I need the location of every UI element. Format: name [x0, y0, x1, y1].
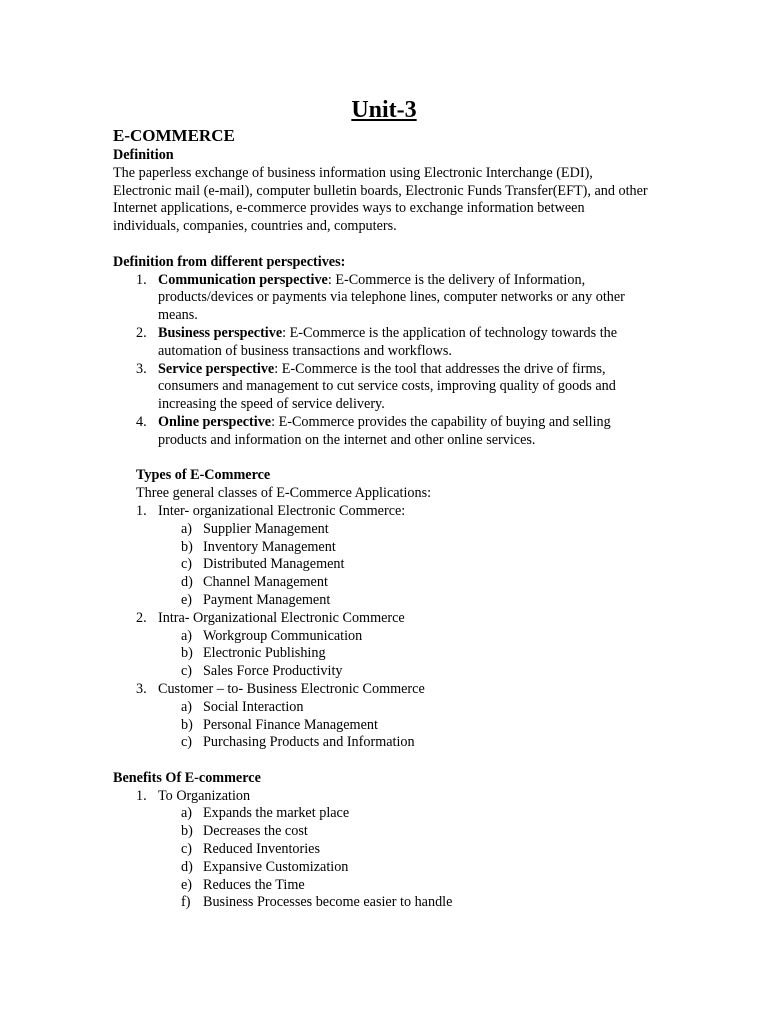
sub-item-letter: b)	[181, 645, 193, 662]
types-intro: Three general classes of E-Commerce Applications:	[136, 485, 432, 502]
item-number: 2.	[136, 324, 147, 341]
sub-item-letter: b)	[181, 538, 193, 555]
sub-list	[113, 628, 653, 681]
list-item	[113, 414, 653, 450]
sub-item-text: Distributed Management	[203, 556, 345, 573]
sub-list-item	[113, 805, 653, 823]
sub-item-text: Reduces the Time	[203, 876, 305, 893]
sub-item-text: Payment Management	[203, 591, 331, 608]
sub-list-item	[113, 592, 653, 610]
types-list	[113, 503, 653, 752]
sub-list-item	[113, 628, 653, 646]
document-body	[113, 127, 653, 912]
item-term: Communication perspective	[158, 271, 328, 288]
definition-label: Definition	[113, 147, 174, 163]
sub-list-item	[113, 574, 653, 592]
sub-list-item	[113, 663, 653, 681]
types-heading: Types of E-Commerce	[136, 467, 271, 484]
sub-item-letter: c)	[181, 556, 193, 573]
item-label: To Organization	[158, 787, 251, 804]
sub-item-letter: a)	[181, 627, 193, 644]
sub-item-text: Workgroup Communication	[203, 627, 363, 644]
sub-item-text: Business Processes become easier to handle	[203, 894, 453, 911]
list-item	[113, 272, 653, 325]
sub-list-item	[113, 734, 653, 752]
sub-item-letter: c)	[181, 663, 193, 680]
sub-list-item	[113, 717, 653, 735]
sub-item-text: Reduced Inventories	[203, 841, 321, 858]
sub-list	[113, 521, 653, 610]
sub-item-text: Supplier Management	[203, 520, 329, 537]
perspectives-list	[113, 272, 653, 450]
sub-item-letter: d)	[181, 574, 193, 591]
sub-list-item	[113, 841, 653, 859]
sub-item-text: Personal Finance Management	[203, 716, 378, 733]
sub-list-item	[113, 877, 653, 895]
sub-item-text: Electronic Publishing	[203, 645, 326, 662]
sub-item-letter: c)	[181, 841, 193, 858]
sub-list-item	[113, 521, 653, 539]
benefits-heading: Benefits Of E-commerce	[113, 769, 261, 786]
item-number: 1.	[136, 787, 147, 804]
sub-item-text: Decreases the cost	[203, 823, 308, 840]
list-item	[113, 788, 653, 806]
sub-list-item	[113, 645, 653, 663]
section-heading: E-COMMERCE	[113, 126, 235, 145]
sub-list	[113, 699, 653, 752]
sub-item-text: Expansive Customization	[203, 858, 349, 875]
item-label: Inter- organizational Electronic Commerce:	[158, 502, 406, 519]
sub-list-item	[113, 894, 653, 912]
sub-item-text: Purchasing Products and Information	[203, 734, 415, 751]
sub-item-letter: b)	[181, 823, 193, 840]
sub-item-letter: f)	[181, 894, 191, 911]
item-label: Intra- Organizational Electronic Commerce	[158, 609, 405, 626]
item-number: 1.	[136, 502, 147, 519]
item-text: : E-Commerce provides the capability of buying and selling products and information on the internet and other online services.	[158, 413, 611, 448]
sub-list-item	[113, 859, 653, 877]
item-number: 1.	[136, 271, 147, 288]
item-label: Customer – to- Business Electronic Commerce	[158, 680, 425, 697]
sub-item-text: Channel Management	[203, 574, 328, 591]
item-text: : E-Commerce is the application of technology towards the automation of business transactions and workflows.	[158, 324, 618, 359]
sub-item-letter: a)	[181, 520, 193, 537]
sub-item-letter: a)	[181, 698, 193, 715]
sub-item-letter: e)	[181, 591, 193, 608]
definition-text: The paperless exchange of business information using Electronic Interchange (EDI), Electronic mail (e-mail), computer bulletin boards, Electronic Funds Transfer(EFT), and other Internet applications, e-commerce provides ways to exchange information between individuals, companies, countries and, computers.	[113, 164, 648, 235]
sub-item-letter: c)	[181, 734, 193, 751]
list-item	[113, 325, 653, 361]
benefits-list	[113, 788, 653, 913]
item-number: 3.	[136, 680, 147, 697]
sub-item-letter: d)	[181, 858, 193, 875]
sub-item-letter: e)	[181, 876, 193, 893]
list-item	[113, 503, 653, 521]
item-text: : E-Commerce is the delivery of Information, products/devices or payments via telephone lines, computer networks or any other means.	[158, 271, 625, 324]
item-term: Business perspective	[158, 324, 283, 341]
list-item	[113, 610, 653, 628]
sub-list-item	[113, 699, 653, 717]
sub-list	[113, 805, 653, 912]
item-text: : E-Commerce is the tool that addresses the drive of firms, consumers and management to cut service costs, improving quality of goods and increasing the speed of service delivery.	[158, 360, 616, 413]
item-term: Service perspective	[158, 360, 275, 377]
list-item	[113, 361, 653, 414]
list-item	[113, 681, 653, 699]
sub-list-item	[113, 823, 653, 841]
sub-item-text: Expands the market place	[203, 805, 350, 822]
sub-item-letter: b)	[181, 716, 193, 733]
item-term: Online perspective	[158, 413, 272, 430]
item-number: 4.	[136, 413, 147, 430]
sub-item-text: Sales Force Productivity	[203, 663, 343, 680]
sub-item-text: Inventory Management	[203, 538, 336, 555]
item-number: 2.	[136, 609, 147, 626]
page-title: Unit-3	[351, 97, 417, 123]
sub-item-letter: a)	[181, 805, 193, 822]
sub-list-item	[113, 556, 653, 574]
item-number: 3.	[136, 360, 147, 377]
sub-item-text: Social Interaction	[203, 698, 304, 715]
perspectives-heading: Definition from different perspectives:	[113, 253, 346, 270]
sub-list-item	[113, 539, 653, 557]
